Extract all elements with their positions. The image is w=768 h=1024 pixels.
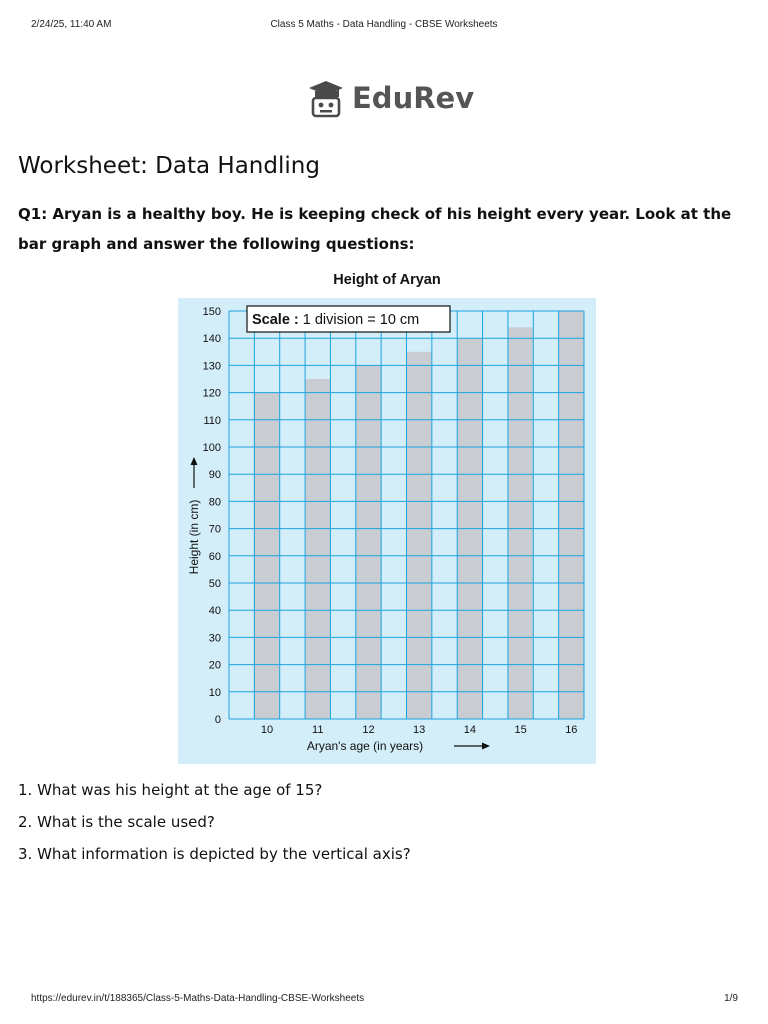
edurev-logo (306, 76, 474, 120)
y-tick-label: 10 (208, 686, 221, 699)
y-tick-label: 40 (208, 605, 221, 618)
print-header (0, 19, 768, 33)
y-arrowhead-icon (191, 457, 198, 465)
x-tick-label: 14 (463, 724, 477, 736)
x-tick-label: 10 (260, 724, 274, 736)
graduation-cap-logo-icon (306, 78, 346, 118)
sub-question-3: 3. What information is depicted by the vertical axis? (18, 845, 411, 863)
bar-12 (356, 365, 381, 719)
bar-16 (559, 311, 584, 719)
y-axis-label: Height (in cm) (187, 499, 201, 575)
logo-text: EduRev (352, 81, 475, 115)
chart-title: Height of Aryan (333, 272, 441, 288)
chart-svg (178, 298, 596, 764)
y-tick-label: 30 (208, 632, 221, 645)
print-url: https://edurev.in/t/188365/Class-5-Maths-Data-Handling-CBSE-Worksheets (31, 993, 365, 1004)
x-tick-label: 12 (362, 724, 375, 736)
y-tick-label: 20 (208, 659, 221, 672)
y-tick-label: 150 (202, 306, 221, 318)
y-tick-label: 130 (202, 360, 221, 373)
x-axis-label: Aryan's age (in years) (306, 739, 424, 753)
sub-question-1: 1. What was his height at the age of 15? (18, 781, 323, 799)
y-tick-label: 0 (214, 714, 221, 726)
x-tick-label: 16 (565, 724, 578, 736)
scale-note-label: Scale : (252, 312, 299, 328)
y-tick-label: 140 (202, 333, 221, 346)
y-tick-label: 80 (208, 496, 221, 509)
print-page-title: Class 5 Maths - Data Handling - CBSE Worksheets (270, 19, 498, 30)
y-tick-label: 110 (203, 414, 221, 427)
question-text: Q1: Aryan is a healthy boy. He is keeping check of his height every year. Look at the bar graph and answer the following questions: (18, 205, 732, 253)
scale-note-value: 1 division = 10 cm (298, 312, 420, 328)
y-tick-label: 120 (202, 387, 221, 400)
x-arrowhead-icon (482, 743, 490, 750)
bar-15 (508, 327, 533, 719)
y-tick-label: 100 (202, 442, 221, 454)
y-tick-label: 50 (208, 578, 221, 590)
y-tick-label: 60 (208, 550, 221, 563)
bar-chart (178, 298, 596, 764)
sub-question-2: 2. What is the scale used? (18, 813, 215, 831)
print-footer (0, 993, 768, 1007)
y-tick-label: 70 (208, 523, 221, 536)
print-datetime: 2/24/25, 11:40 AM (31, 19, 112, 30)
page-title: Worksheet: Data Handling (18, 153, 320, 179)
x-tick-label: 11 (312, 724, 324, 736)
x-tick-label: 13 (413, 724, 426, 736)
x-tick-label: 15 (514, 724, 527, 736)
bar-11 (305, 379, 330, 719)
y-tick-label: 90 (208, 469, 221, 482)
bar-13 (407, 352, 432, 719)
page-number: 1/9 (724, 993, 738, 1004)
scale-note (252, 312, 419, 328)
